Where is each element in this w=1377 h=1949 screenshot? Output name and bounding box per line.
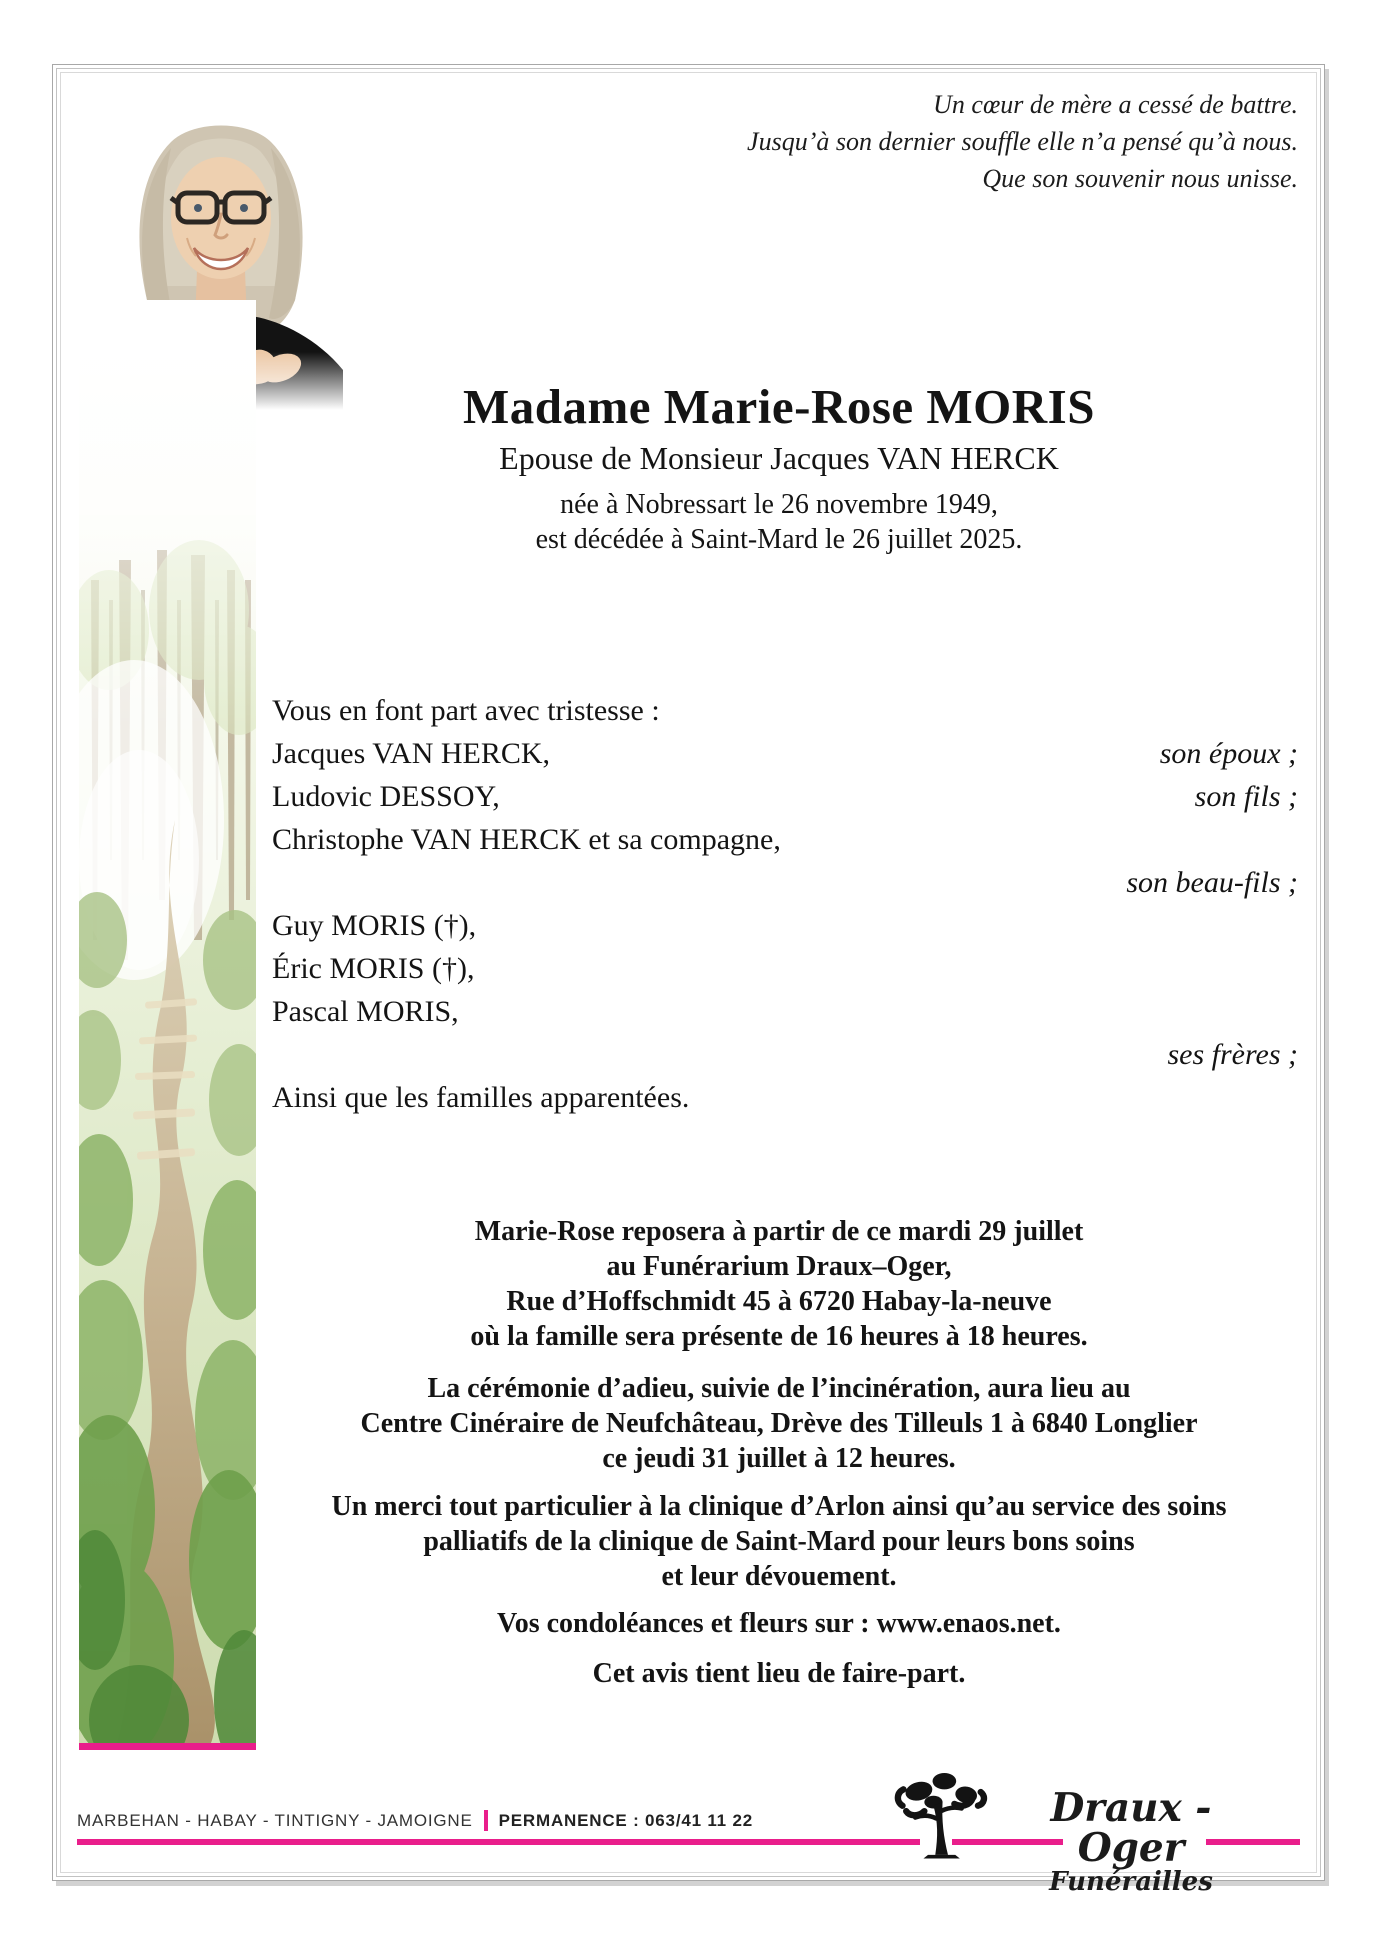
announcement-line: Rue d’Hoffschmidt 45 à 6720 Habay-la-neuve bbox=[506, 1286, 1052, 1317]
announcement-line: où la famille sera présente de 16 heures à 18 heures. bbox=[470, 1321, 1088, 1352]
family-row bbox=[272, 866, 1298, 909]
family-relation: ses frères ; bbox=[1167, 1038, 1298, 1071]
footer-info bbox=[77, 1810, 753, 1831]
epitaph-line: Jusqu’à son dernier souffle elle n’a pensé qu’à nous. bbox=[747, 127, 1298, 156]
family-member-name: Ludovic DESSOY, bbox=[272, 780, 500, 813]
family-intro: Vous en font part avec tristesse : bbox=[272, 694, 660, 727]
announcement-line: au Funérarium Draux–Oger, bbox=[606, 1251, 952, 1282]
deceased-name: Madame Marie-Rose MORIS bbox=[462, 379, 1095, 434]
funeral-home-logo bbox=[1018, 1785, 1244, 1897]
family-member-name: Guy MORIS (†), bbox=[272, 909, 477, 942]
family-row bbox=[272, 780, 1298, 823]
announcement-line: La cérémonie d’adieu, suivie de l’incinération, aura lieu au bbox=[427, 1373, 1131, 1404]
epitaph-line: Que son souvenir nous unisse. bbox=[982, 164, 1298, 193]
announcement-line: et leur dévouement. bbox=[661, 1561, 897, 1592]
announcement-line: Centre Cinéraire de Neufchâteau, Drève des Tilleuls 1 à 6840 Longlier bbox=[360, 1408, 1198, 1439]
thanks-announcement bbox=[258, 1489, 1300, 1594]
family-relation: son fils ; bbox=[1194, 780, 1298, 813]
ceremony-announcement bbox=[258, 1371, 1300, 1476]
epitaph-line: Un cœur de mère a cessé de battre. bbox=[933, 90, 1298, 119]
condolences-line: Vos condoléances et fleurs sur : www.enaos.net. bbox=[497, 1608, 1061, 1639]
family-row bbox=[272, 909, 1298, 952]
family-member-name: Jacques VAN HERCK, bbox=[272, 737, 551, 770]
family-row bbox=[272, 737, 1298, 780]
footer-separator bbox=[484, 1810, 488, 1831]
footer-locations: MARBEHAN - HABAY - TINTIGNY - JAMOIGNE bbox=[77, 1810, 473, 1830]
tree-icon bbox=[888, 1766, 988, 1860]
announcement-line: palliatifs de la clinique de Saint-Mard pour leurs bons soins bbox=[423, 1526, 1135, 1557]
family-member-name: Éric MORIS (†), bbox=[272, 952, 475, 985]
birth-line: née à Nobressart le 26 novembre 1949, bbox=[560, 489, 998, 520]
repose-announcement bbox=[258, 1214, 1300, 1354]
family-outro: Ainsi que les familles apparentées. bbox=[272, 1081, 690, 1114]
notice-line: Cet avis tient lieu de faire-part. bbox=[592, 1658, 966, 1689]
footer-accent-line bbox=[77, 1839, 920, 1845]
death-line: est décédée à Saint-Mard le 26 juillet 2025. bbox=[535, 524, 1023, 555]
family-relation: son beau-fils ; bbox=[1126, 866, 1298, 899]
announcement-line: Marie-Rose reposera à partir de ce mardi 29 juillet bbox=[474, 1216, 1084, 1247]
family-row bbox=[272, 952, 1298, 995]
family-row bbox=[272, 1038, 1298, 1081]
family-row bbox=[272, 995, 1298, 1038]
epitaph bbox=[747, 86, 1298, 197]
family-row bbox=[272, 823, 1298, 866]
forest-image-accent-bar bbox=[79, 1743, 256, 1750]
forest-path-image bbox=[79, 300, 256, 1743]
family-member-name: Christophe VAN HERCK et sa compagne, bbox=[272, 823, 781, 856]
announcement-line: Un merci tout particulier à la clinique d’Arlon ainsi qu’au service des soins bbox=[331, 1491, 1227, 1522]
brand-name: Draux - Oger bbox=[1050, 1785, 1212, 1871]
spouse-line: Epouse de Monsieur Jacques VAN HERCK bbox=[499, 440, 1059, 476]
family-member-name: Pascal MORIS, bbox=[272, 995, 459, 1028]
family-relation: son époux ; bbox=[1159, 737, 1298, 770]
family-list bbox=[272, 694, 1298, 1124]
footer-permanence: PERMANENCE : 063/41 11 22 bbox=[498, 1810, 753, 1830]
brand-subtitle: Funérailles bbox=[1049, 1867, 1213, 1897]
announcement-line: ce jeudi 31 juillet à 12 heures. bbox=[602, 1443, 956, 1474]
